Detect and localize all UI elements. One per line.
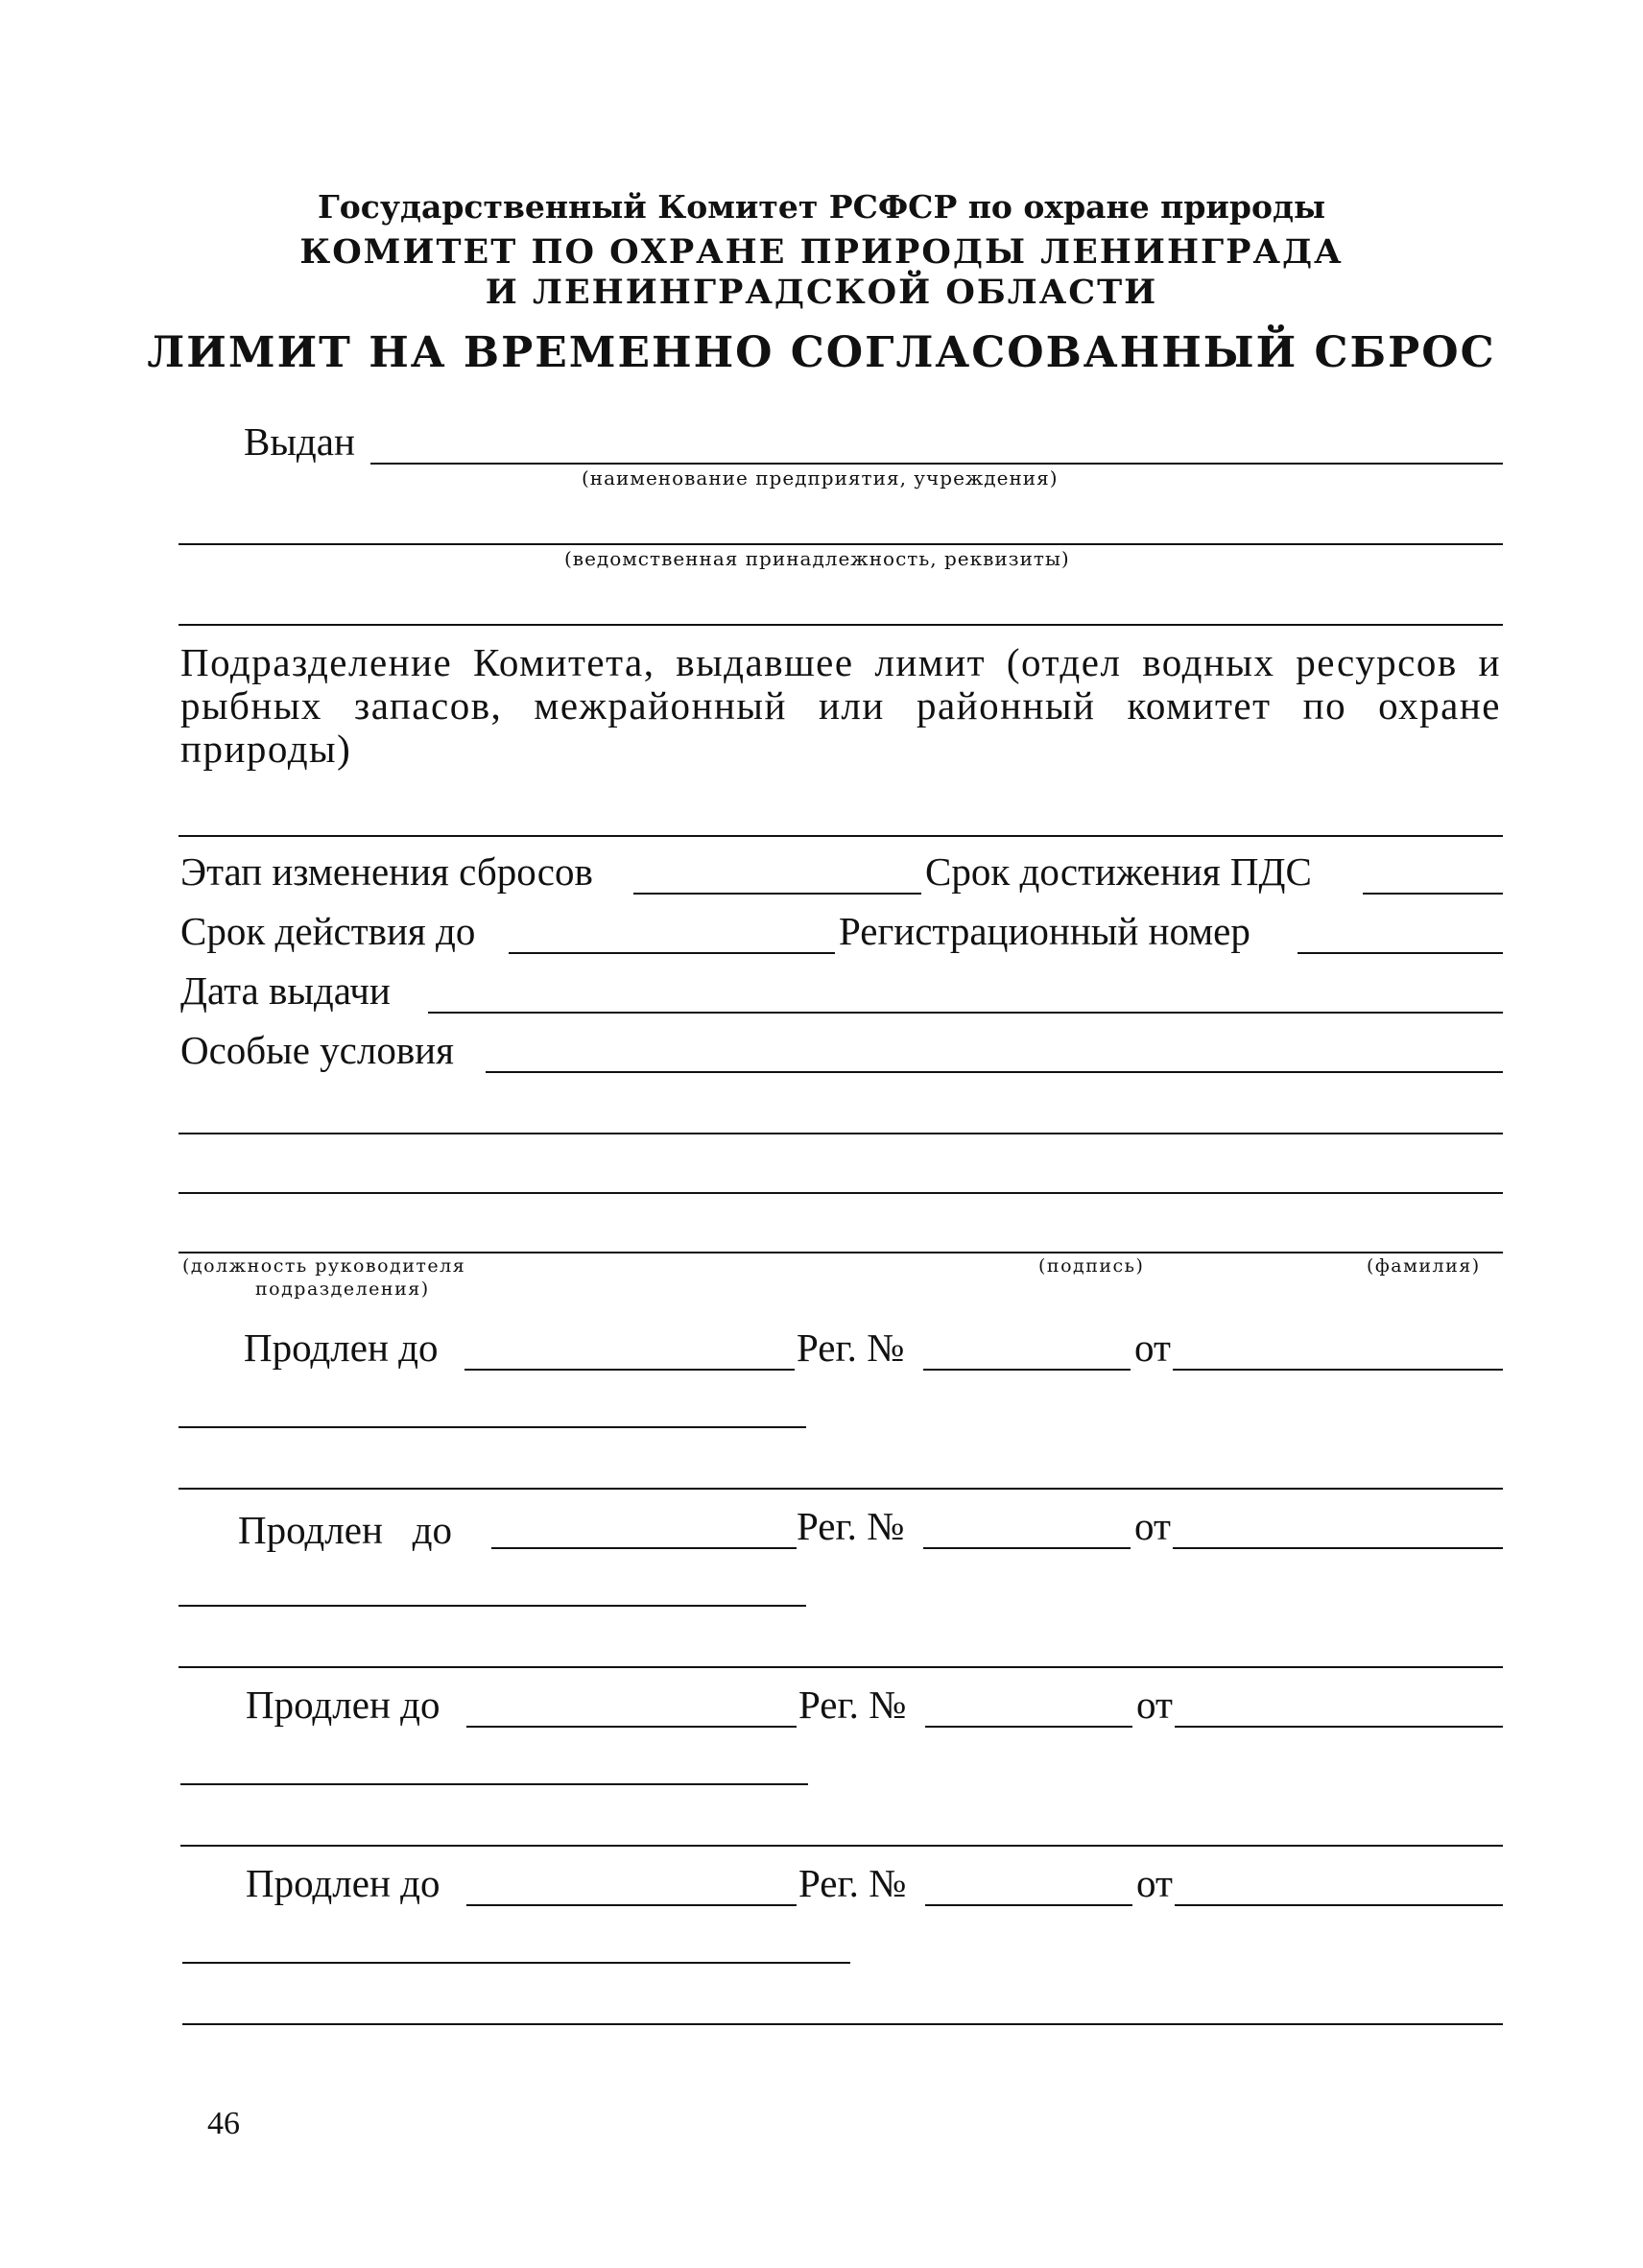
special-conditions-line-2[interactable] — [179, 1133, 1503, 1134]
reg-number-label: Регистрационный номер — [839, 909, 1250, 953]
subdivision-line[interactable] — [179, 835, 1503, 837]
document-title: ЛИМИТ НА ВРЕМЕННО СОГЛАСОВАННЫЙ СБРОС — [147, 328, 1496, 377]
extension-3-line-3[interactable] — [180, 1845, 1503, 1847]
extension-2-label: Продлен до — [238, 1508, 452, 1552]
stage-label: Этап изменения сбросов — [180, 849, 593, 894]
header-committee-rsfsr: Государственный Комитет РСФСР по охране природы — [317, 188, 1326, 226]
extension-1-reg-line[interactable] — [923, 1369, 1131, 1371]
extension-4-line-3[interactable] — [182, 2023, 1503, 2025]
issued-extra-line[interactable] — [179, 624, 1503, 626]
extension-1-date-line[interactable] — [464, 1369, 795, 1371]
extension-2-from-label: от — [1134, 1504, 1171, 1548]
caption-signature: (подпись) — [1038, 1255, 1145, 1277]
signature-line[interactable] — [179, 1252, 1503, 1253]
issued-enterprise-line[interactable] — [370, 463, 1503, 465]
subdivision-text: Подразделение Комитета, выдавшее лимит (отдел водных ресурсов и рыбных запасов, межрайонный или районный комитет по охране природы) — [180, 640, 1501, 771]
extension-2-line-2[interactable] — [179, 1605, 806, 1607]
extension-1-from-label: от — [1134, 1325, 1171, 1370]
extension-3-from-line[interactable] — [1175, 1726, 1503, 1728]
extension-4-from-line[interactable] — [1175, 1904, 1503, 1906]
special-conditions-line[interactable] — [486, 1071, 1503, 1073]
extension-1-reg-label: Рег. № — [797, 1325, 905, 1370]
extension-4-line-2[interactable] — [182, 1962, 850, 1964]
extension-4-date-line[interactable] — [466, 1904, 797, 1906]
caption-position-2: подразделения) — [255, 1278, 430, 1300]
extension-3-date-line[interactable] — [466, 1726, 797, 1728]
extension-2-reg-line[interactable] — [923, 1547, 1131, 1549]
caption-enterprise: (наименование предприятия, учреждения) — [582, 466, 1059, 489]
extension-1-from-line[interactable] — [1173, 1369, 1503, 1371]
header-committee-leningrad: КОМИТЕТ ПО ОХРАНЕ ПРИРОДЫ ЛЕНИНГРАДА — [299, 232, 1344, 272]
affiliation-line[interactable] — [179, 543, 1503, 545]
caption-position-1: (должность руководителя — [182, 1255, 466, 1277]
header-region: И ЛЕНИНГРАДСКОЙ ОБЛАСТИ — [485, 273, 1158, 312]
extension-3-reg-label: Рег. № — [798, 1683, 907, 1727]
pds-term-line[interactable] — [1363, 893, 1503, 895]
extension-1-label: Продлен до — [244, 1325, 439, 1370]
issue-date-label: Дата выдачи — [180, 968, 391, 1013]
extension-2-reg-label: Рег. № — [797, 1504, 905, 1548]
special-conditions-label: Особые условия — [180, 1028, 454, 1072]
stage-line[interactable] — [633, 893, 921, 895]
extension-1-line-3[interactable] — [179, 1488, 1503, 1490]
extension-4-label: Продлен до — [246, 1861, 441, 1905]
extension-4-reg-line[interactable] — [925, 1904, 1132, 1906]
extension-3-reg-line[interactable] — [925, 1726, 1132, 1728]
extension-2-line-3[interactable] — [179, 1666, 1503, 1668]
extension-3-from-label: от — [1136, 1683, 1173, 1727]
caption-surname: (фамилия) — [1367, 1255, 1481, 1277]
extension-2-date-line[interactable] — [491, 1547, 797, 1549]
extension-3-line-2[interactable] — [180, 1783, 808, 1785]
page-number: 46 — [207, 2106, 240, 2141]
issued-label: Выдан — [244, 419, 355, 464]
reg-number-line[interactable] — [1298, 952, 1503, 954]
valid-until-line[interactable] — [509, 952, 835, 954]
extension-3-label: Продлен до — [246, 1683, 441, 1727]
issue-date-line[interactable] — [428, 1012, 1503, 1014]
caption-affiliation: (ведомственная принадлежность, реквизиты) — [564, 547, 1070, 570]
extension-4-reg-label: Рег. № — [798, 1861, 907, 1905]
special-conditions-line-3[interactable] — [179, 1192, 1503, 1194]
extension-4-from-label: от — [1136, 1861, 1173, 1905]
extension-1-line-2[interactable] — [179, 1426, 806, 1428]
extension-2-from-line[interactable] — [1173, 1547, 1503, 1549]
pds-term-label: Срок достижения ПДС — [925, 849, 1312, 894]
valid-until-label: Срок действия до — [180, 909, 476, 953]
